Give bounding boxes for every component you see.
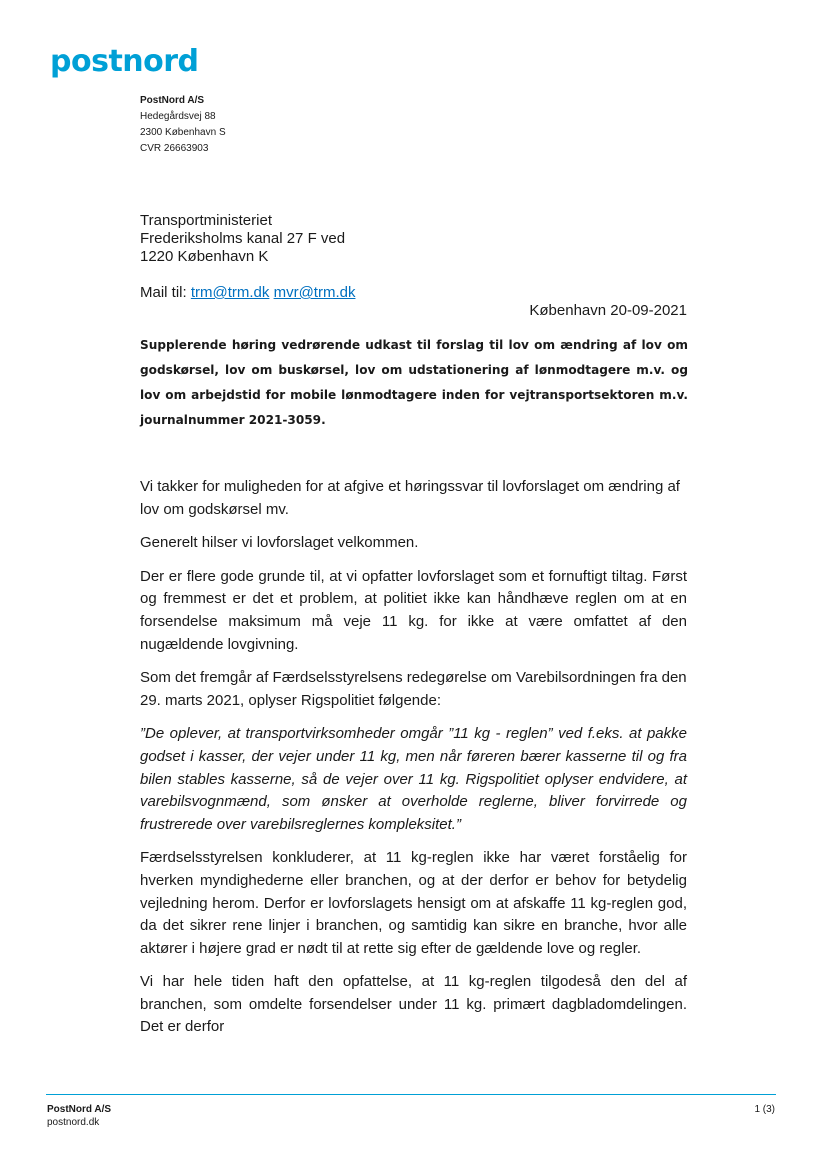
recipient-city: 1220 København K — [140, 248, 269, 265]
footer-info — [47, 1103, 111, 1129]
company-logo: postnord — [50, 44, 199, 79]
email-link-trm[interactable]: trm@trm.dk — [190, 284, 270, 301]
recipient-street: Frederiksholms kanal 27 F ved — [140, 230, 346, 247]
mail-label: Mail til: — [140, 284, 187, 301]
paragraph: Generelt hilser vi lovforslaget velkommen. — [140, 534, 419, 552]
sender-address — [140, 93, 226, 157]
letter-date: København 20-09-2021 — [529, 302, 687, 319]
footer-divider — [46, 1094, 776, 1095]
letter-subject: Supplerende høring vedrørende udkast til forslag til lov om ændring af lov om godskørsel, lov om buskørsel, lov om udstationering af lønmodtagere m.v. og lov om arbejdstid for mobile lønmodtagere inden for vejtransportsektoren m.v. journalnummer 2021-3059. — [140, 338, 688, 427]
paragraph: Der er flere gode grunde til, at vi opfatter lovforslaget som et fornuftigt tiltag. Først og fremmest er det et problem, at politiet ikke kan håndhæve reglen om at en forsendelse maksimum må veje 11 kg. for ikke at være omfattet af den nugældende lovgivning. — [140, 567, 687, 653]
paragraph: Vi har hele tiden haft den opfattelse, at 11 kg-reglen tilgodeså den del af branchen, som omdelte forsendelser under 11 kg. primært dagbladomdelingen. Det er derfor — [140, 973, 687, 1036]
sender-city: 2300 København S — [140, 127, 226, 138]
mail-line — [140, 284, 355, 301]
sender-company: PostNord A/S — [140, 95, 205, 106]
sender-cvr: CVR 26663903 — [140, 143, 209, 154]
footer-company: PostNord A/S — [47, 1104, 112, 1115]
paragraph: Færdselsstyrelsen konkluderer, at 11 kg-reglen ikke har været forståelig for hverken myndighederne eller branchen, og at der derfor er behov for betydelig vejledning herom. Derfor er lovforslagets hensigt om at afskaffe 11 kg-reglen god, da det sikrer rene linjer i branchen, og samtidig kan sikre en branche, hvor alle aktører i højere grad er nødt til at rette sig efter de gældende love og regler. — [140, 849, 687, 957]
page-number: 1 (3) — [754, 1104, 775, 1115]
sender-street: Hedegårdsvej 88 — [140, 111, 216, 122]
quoted-paragraph: ”De oplever, at transportvirksomheder omgår ”11 kg - reglen” ved f.eks. at pakke godset i kasser, der vejer under 11 kg, men når føreren bærer kasserne til og fra bilen stables kasserne, så de vejer over 11 kg. Rigspolitiet oplyser endvidere, at varebilsvognmænd, som ønsker at overholde reglerne, bliver forvirrede og frustrerede over varebilsreglernes kompleksitet.” — [140, 725, 687, 833]
recipient-name: Transportministeriet — [140, 212, 272, 229]
footer-website: postnord.dk — [47, 1117, 100, 1128]
email-link-mvr[interactable]: mvr@trm.dk — [273, 284, 356, 301]
recipient-address — [140, 212, 345, 266]
letter-body — [140, 476, 687, 1050]
paragraph: Vi takker for muligheden for at afgive et høringssvar til lovforslaget om ændring af lov om godskørsel mv. — [140, 478, 680, 518]
paragraph: Som det fremgår af Færdselsstyrelsens redegørelse om Varebilsordningen fra den 29. marts 2021, oplyser Rigspolitiet følgende: — [140, 669, 687, 709]
